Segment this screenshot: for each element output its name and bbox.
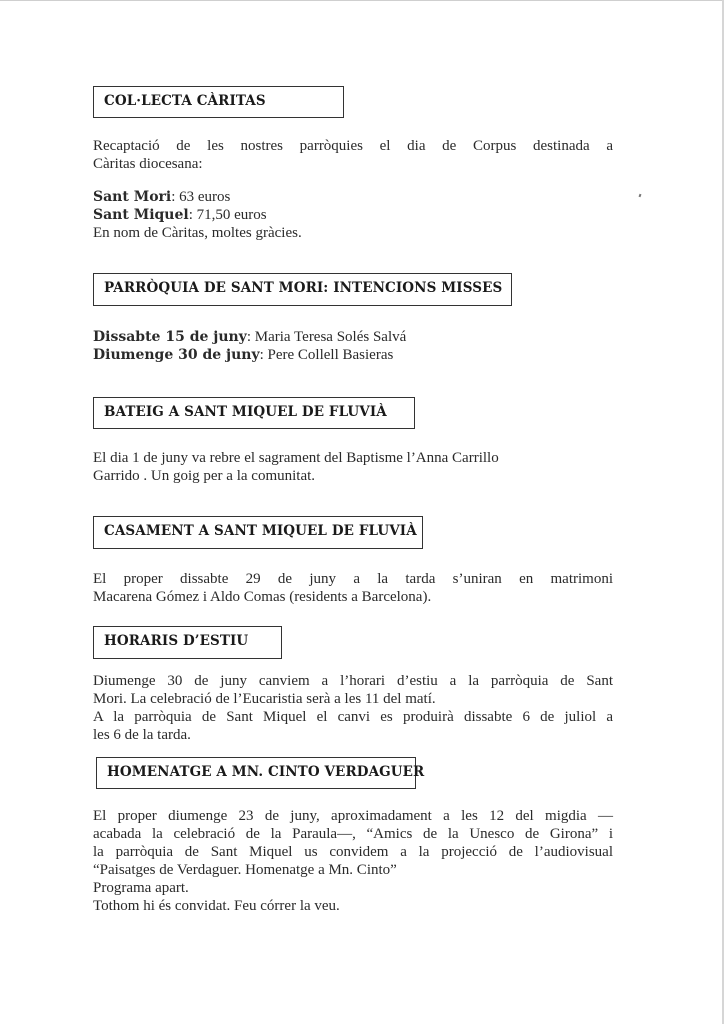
scan-speck (639, 194, 642, 198)
heading-casament (93, 516, 423, 549)
intencions-item2-value: : Pere Collell Basieras (259, 347, 394, 363)
bateig-line1: El dia 1 de juny va rebre el sagrament del Baptisme l’Anna Carrillo (93, 450, 499, 466)
bateig-line2: Garrido . Un goig per a la comunitat. (93, 468, 316, 484)
collecta-item-sant-miquel (93, 206, 613, 224)
casament-body (93, 570, 613, 606)
bateig-body (93, 449, 613, 485)
intencions-item1-value: : Maria Teresa Solés Salvá (246, 329, 407, 345)
homenatge-line2: acabada la celebració de la Paraula—, “Amics de la Unesco de Girona” i (93, 826, 613, 842)
horaris-line3: A la parròquia de Sant Miquel el canvi es produirà dissabte 6 de juliol a (93, 709, 613, 725)
homenatge-line1: El proper diumenge 23 de juny, aproximadament a les 12 del migdia — (93, 808, 613, 824)
collecta-amounts (93, 188, 613, 242)
heading-collecta-text: COL·LECTA CÀRITAS (104, 93, 266, 109)
heading-horaris (93, 626, 282, 659)
heading-homenatge-text: HOMENATGE A MN. CINTO VERDAGUER (107, 764, 425, 780)
collecta-intro-line1: Recaptació de les nostres parròquies el dia de Corpus destinada a (93, 138, 613, 154)
heading-horaris-text: HORARIS D’ESTIU (104, 633, 249, 649)
collecta-item2-label: Sant Miquel (93, 207, 189, 223)
casament-line2: Macarena Gómez i Aldo Comas (residents a Barcelona). (93, 589, 432, 605)
collecta-intro-line2: Càritas diocesana: (93, 156, 203, 172)
collecta-body (93, 137, 613, 173)
heading-collecta-caritas (93, 86, 344, 118)
homenatge-line4: “Paisatges de Verdaguer. Homenatge a Mn. Cinto” (93, 862, 397, 878)
homenatge-line5: Programa apart. (93, 880, 189, 896)
heading-intencions-misses (93, 273, 512, 306)
intencions-body (93, 328, 613, 364)
intencions-item1-label: Dissabte 15 de juny (93, 329, 247, 345)
horaris-line4: les 6 de la tarda. (93, 727, 191, 743)
heading-homenatge (96, 757, 425, 789)
homenatge-line3: la parròquia de Sant Miquel us convidem a la projecció de l’audiovisual (93, 844, 613, 860)
horaris-line2: Mori. La celebració de l’Eucaristia serà a les 11 del matí. (93, 691, 436, 707)
heading-bateig-text: BATEIG A SANT MIQUEL DE FLUVIÀ (104, 404, 387, 420)
horaris-line1: Diumenge 30 de juny canviem a l’horari d’estiu a la parròquia de Sant (93, 673, 613, 689)
casament-line1: El proper dissabte 29 de juny a la tarda s’uniran en matrimoni (93, 571, 613, 587)
collecta-item2-value: : 71,50 euros (188, 207, 267, 223)
collecta-item-sant-mori (93, 188, 613, 206)
collecta-item1-label: Sant Mori (93, 189, 172, 205)
horaris-body (93, 672, 613, 744)
intencions-item2-label: Diumenge 30 de juny (93, 347, 260, 363)
heading-bateig (93, 397, 415, 429)
homenatge-body (93, 807, 613, 915)
heading-intencions-text: PARRÒQUIA DE SANT MORI: INTENCIONS MISSES (104, 280, 503, 296)
collecta-item1-value: : 63 euros (171, 189, 231, 205)
heading-casament-text: CASAMENT A SANT MIQUEL DE FLUVIÀ (104, 523, 417, 539)
collecta-thanks: En nom de Càritas, moltes gràcies. (93, 225, 302, 241)
homenatge-line6: Tothom hi és convidat. Feu córrer la veu. (93, 898, 340, 914)
page-top-edge (0, 0, 724, 1)
intencions-item-1 (93, 328, 613, 346)
intencions-item-2 (93, 346, 613, 364)
